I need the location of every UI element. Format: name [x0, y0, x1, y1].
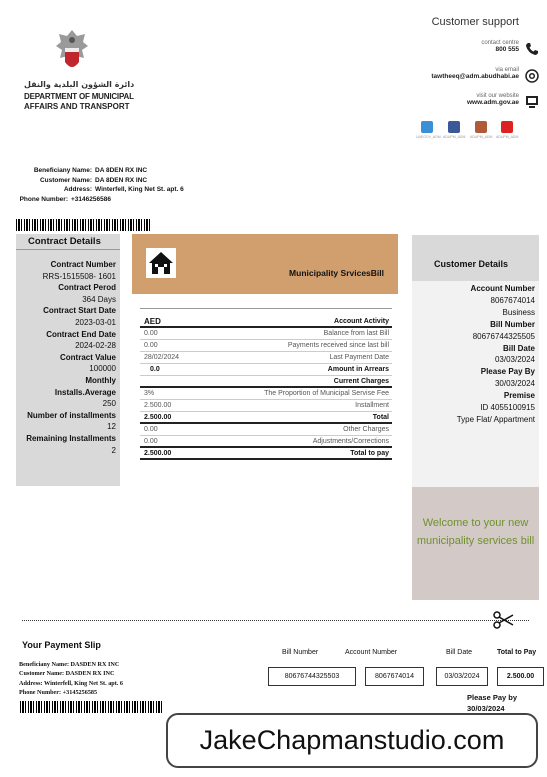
- row-label: The Proportion of Municipal Servise Fee: [264, 390, 389, 397]
- org-name-line2: AFFAIRS AND TRANSPORT: [24, 102, 130, 111]
- row-value: 0.0: [150, 366, 160, 373]
- customer-details-items: [457, 283, 535, 426]
- table-row: [140, 340, 392, 352]
- support-email[interactable]: [431, 67, 519, 80]
- scissors-icon: [492, 611, 514, 629]
- row-label: Payments received since last bill: [287, 342, 389, 349]
- table-row: [140, 328, 392, 340]
- customer-name-label: Customer Name:: [39, 176, 92, 184]
- facebook-icon: [448, 121, 460, 133]
- twitter-caption: UAEGOV_ADM: [416, 135, 441, 139]
- row-value: 0.00: [144, 330, 158, 337]
- table-row: [140, 352, 392, 364]
- website-label: visit our website: [476, 93, 519, 99]
- contract-details-panel: [16, 234, 120, 486]
- welcome-message: Welcome to your new municipality services bill: [412, 487, 539, 600]
- twitter-icon: [421, 121, 433, 133]
- contract-value-label: Contract Value: [59, 352, 116, 362]
- row-value: 2.500.00: [144, 414, 172, 421]
- slip-account-number: 8067674014: [365, 667, 424, 686]
- row-value: 2.500.00: [144, 450, 172, 457]
- monthly-label: Monthly: [85, 375, 116, 385]
- table-row: [140, 436, 392, 448]
- pay-by-value: 30/03/2024: [494, 379, 535, 389]
- barcode-top: [16, 219, 150, 231]
- slip-phone: Phone Number: +3145256585: [19, 689, 98, 697]
- table-row: [140, 376, 392, 388]
- bill-number-label: Bill Number: [490, 319, 535, 329]
- row-value: 3%: [144, 390, 155, 397]
- account-number-value: 8067674014: [490, 295, 535, 305]
- email-label: via email: [495, 67, 519, 73]
- installments-count-value: 12: [107, 422, 116, 432]
- address-label: Address:: [63, 186, 92, 193]
- row-value: 0.00: [144, 342, 158, 349]
- table-row: [140, 448, 392, 460]
- premise-type-value: Type Flat/ Appartment: [456, 414, 535, 424]
- website-url: www.adm.gov.ae: [466, 99, 519, 106]
- divider: [16, 249, 120, 250]
- slip-bill-date: 03/03/2024: [436, 667, 488, 686]
- slip-total-label: Total to Pay: [497, 649, 537, 656]
- slip-total: 2.500.00: [497, 667, 544, 686]
- remaining-installments-value: 2: [111, 445, 116, 455]
- row-label: Installment: [355, 402, 389, 409]
- cut-line: [22, 620, 529, 621]
- bill-date-label: Bill Date: [502, 343, 535, 353]
- account-type-value: Business: [502, 307, 535, 317]
- premise-label: Premise: [503, 391, 535, 401]
- contract-number-value: RRS-1515508- 1601: [42, 271, 116, 281]
- beneficiary-label: Beneficiany Name:: [33, 167, 92, 174]
- slip-bill-number: 80676744325503: [268, 667, 356, 686]
- youtube-icon: [501, 121, 513, 133]
- social-youtube[interactable]: [496, 121, 518, 139]
- org-name-line1: DEPARTMENT OF MUNICIPAL: [24, 92, 134, 101]
- row-value: 28/02/2024: [144, 354, 180, 361]
- email-address: tawtheeq@adm.abudhabi.ae: [431, 73, 519, 80]
- slip-beneficiary: Beneficiany Name: DASDEN RX INC: [19, 661, 120, 668]
- phone-value: +3146256586: [71, 195, 111, 203]
- barcode-bottom: [20, 701, 162, 713]
- slip-customer-info: [19, 660, 123, 698]
- home-icon: [146, 248, 176, 278]
- row-label: Amount in Arrears: [327, 366, 389, 373]
- support-website[interactable]: [467, 93, 519, 106]
- social-instagram[interactable]: [470, 121, 492, 139]
- table-row: [140, 412, 392, 424]
- divider: [140, 308, 392, 309]
- slip-address: Address: Winterfell, King Net St. apt. 6: [19, 679, 123, 687]
- slip-bill-number-label: Bill Number: [282, 649, 319, 656]
- table-row: [140, 388, 392, 400]
- row-value: 2.500.00: [144, 402, 172, 409]
- watermark: JakeChapmanstudio.com: [166, 713, 538, 768]
- row-label: Total to pay: [350, 450, 389, 457]
- account-activity-table: [140, 316, 392, 460]
- bill-number-value: 80676744325505: [472, 331, 535, 341]
- contract-start-value: 2023-03-01: [75, 317, 116, 327]
- falcon-emblem-icon: [54, 28, 90, 76]
- premise-id-value: ID 4055100915: [480, 403, 535, 413]
- address-value: Winterfell, King Net St. apt. 6: [95, 186, 184, 193]
- row-label: Last Payment Date: [329, 354, 389, 361]
- remaining-installments-label: Remaining Installments: [26, 433, 116, 443]
- at-sign-icon: [525, 69, 539, 83]
- contact-centre[interactable]: [481, 40, 519, 53]
- account-activity-heading: Account Activity: [334, 318, 389, 325]
- social-facebook[interactable]: [443, 121, 465, 139]
- slip-customer-name: Customer Name: DASDEN RX INC: [19, 670, 115, 678]
- customer-details-panel: [412, 235, 539, 600]
- table-header-row: [140, 316, 392, 328]
- bill-title: Municipality SrvicesBill: [289, 268, 384, 278]
- slip-pay-by-date: 30/03/2024: [467, 704, 505, 713]
- contract-number-label: Contract Number: [50, 260, 116, 269]
- instagram-caption: ADUPM_ADM: [470, 135, 493, 139]
- table-row: [140, 424, 392, 436]
- contact-centre-number: 800 555: [495, 46, 519, 53]
- contract-start-label: Contract Start Date: [43, 306, 116, 316]
- social-twitter[interactable]: [416, 121, 441, 139]
- row-label: Balance from last Bill: [323, 330, 389, 337]
- phone-icon: [525, 42, 539, 56]
- installments-count-label: Number of installments: [27, 410, 116, 420]
- monitor-icon: [525, 95, 539, 109]
- contract-value-value: 100000: [89, 364, 116, 374]
- row-value: 0.00: [144, 438, 158, 445]
- contract-period-label: Contract Perod: [58, 283, 116, 293]
- beneficiary-value: DA 8DEN RX INC: [95, 167, 148, 174]
- contact-centre-label: contact centre: [481, 40, 519, 46]
- contract-period-value: 364 Days: [82, 294, 116, 304]
- installs-average-label: Installs.Average: [54, 387, 116, 397]
- row-label: Other Charges: [343, 426, 389, 433]
- youtube-caption: ADUPM_ADM: [496, 135, 519, 139]
- customer-details-header: [412, 235, 539, 281]
- table-row: [140, 400, 392, 412]
- phone-label: Phone Number:: [19, 195, 68, 203]
- home-icon-box: [146, 248, 176, 278]
- bill-date-value: 03/03/2024: [494, 355, 535, 365]
- installs-average-value: 250: [102, 399, 116, 409]
- support-title: Customer support: [431, 16, 519, 28]
- currency-label: AED: [144, 317, 161, 326]
- row-label: Adjustments/Corrections: [312, 438, 389, 445]
- org-arabic-name: دائرة الشؤون البلدية والنقل: [24, 80, 135, 89]
- contract-end-label: Contract End Date: [46, 329, 116, 339]
- contract-details-title: Contract Details: [28, 236, 101, 247]
- customer-name-value: DA 8DEN RX INC: [95, 176, 148, 184]
- payment-slip-title: Your Payment Slip: [22, 640, 101, 650]
- slip-bill-date-label: Bill Date: [446, 649, 473, 656]
- row-label: Current Charges: [333, 378, 389, 385]
- slip-account-number-label: Account Number: [345, 649, 398, 656]
- bill-banner: [132, 234, 398, 294]
- contract-items: [26, 259, 116, 456]
- row-value: 0.00: [144, 426, 158, 433]
- facebook-caption: ADUPM_ADM: [443, 135, 466, 139]
- contract-end-value: 2024-02-28: [75, 341, 116, 351]
- slip-pay-by-label: Please Pay by: [467, 693, 518, 702]
- customer-details-title: Customer Details: [434, 259, 509, 269]
- row-label: Total: [372, 414, 389, 421]
- account-number-label: Account Number: [470, 284, 535, 293]
- table-row: [140, 364, 392, 376]
- instagram-icon: [475, 121, 487, 133]
- pay-by-label: Please Pay By: [480, 367, 535, 377]
- slip-pay-by: [467, 692, 517, 714]
- customer-info: [18, 166, 184, 204]
